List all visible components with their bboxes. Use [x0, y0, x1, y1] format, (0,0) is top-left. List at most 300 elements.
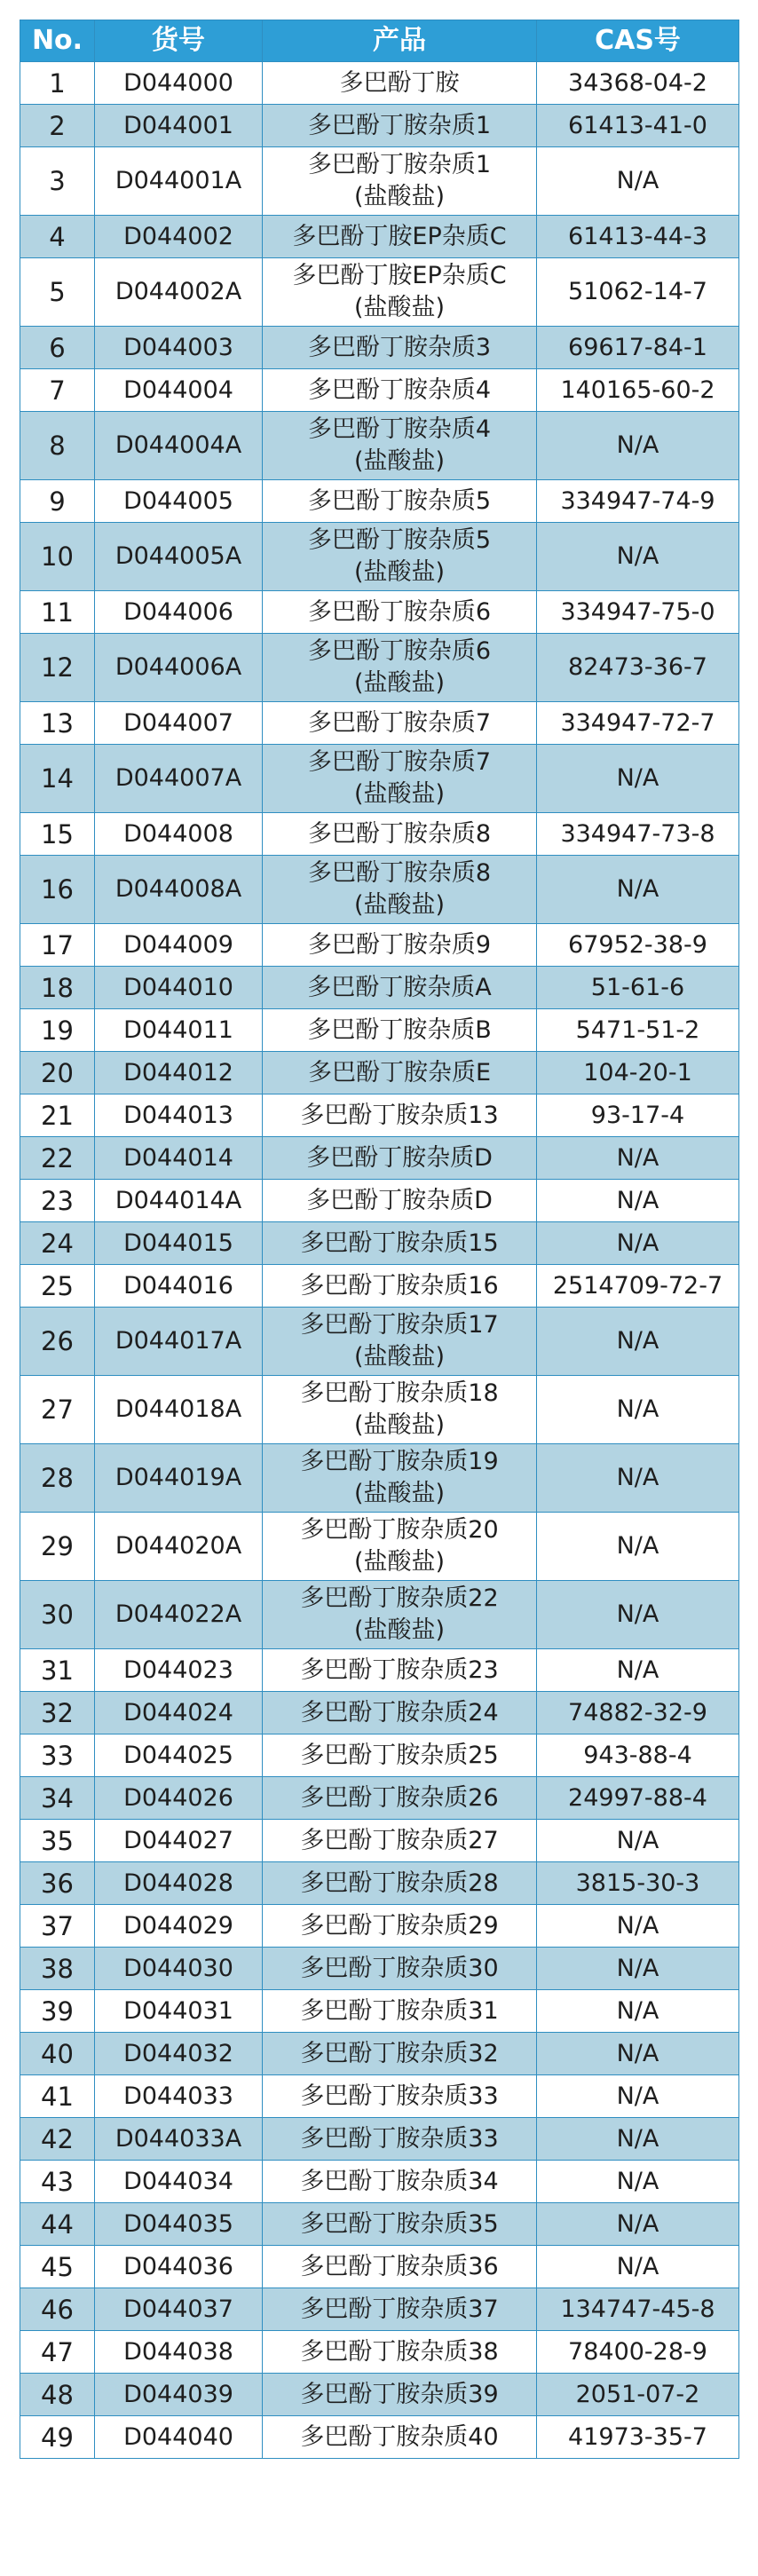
product-name — [263, 1009, 537, 1052]
table-row — [20, 1990, 739, 2033]
product-code: D044038 — [95, 2331, 263, 2374]
product-name — [263, 216, 537, 258]
table-row — [20, 147, 739, 216]
product-name-line: 多巴酚丁胺EP杂质C — [292, 262, 507, 289]
table-row — [20, 62, 739, 105]
cas-number: N/A — [537, 1376, 739, 1444]
product-name — [263, 1649, 537, 1692]
product-name — [263, 1581, 537, 1649]
product-code: D044014 — [95, 1137, 263, 1180]
table-row — [20, 1180, 739, 1222]
row-number: 28 — [20, 1444, 95, 1513]
product-name-line: 多巴酚丁胺杂质31 — [300, 1996, 499, 2025]
row-number: 43 — [20, 2161, 95, 2203]
cas-number: N/A — [537, 147, 739, 216]
product-name — [263, 1692, 537, 1734]
table-row — [20, 2288, 739, 2331]
product-salt-form: (盐酸盐) — [353, 891, 446, 919]
column-header-code: 货号 — [95, 20, 263, 62]
product-code: D044018A — [95, 1376, 263, 1444]
row-number: 31 — [20, 1649, 95, 1692]
product-name — [263, 2203, 537, 2246]
row-number: 23 — [20, 1180, 95, 1222]
product-code: D044002A — [95, 258, 263, 327]
product-name-line: 多巴酚丁胺杂质A — [307, 973, 492, 1001]
table-row — [20, 745, 739, 813]
cas-number: 3815-30-3 — [537, 1862, 739, 1905]
product-name — [263, 2331, 537, 2374]
row-number: 38 — [20, 1948, 95, 1990]
product-name — [263, 2075, 537, 2118]
product-name — [263, 967, 537, 1009]
product-name — [263, 1376, 537, 1444]
product-name-line: 多巴酚丁胺杂质6 — [307, 637, 492, 665]
cas-number: N/A — [537, 856, 739, 924]
table-header — [20, 20, 739, 62]
cas-number: N/A — [537, 1649, 739, 1692]
table-body — [20, 62, 739, 2459]
row-number: 15 — [20, 813, 95, 856]
table-row — [20, 591, 739, 634]
product-code: D044040 — [95, 2416, 263, 2459]
row-number: 21 — [20, 1094, 95, 1137]
product-name-line: 多巴酚丁胺杂质19 — [300, 1448, 499, 1475]
product-code: D044005A — [95, 523, 263, 591]
cas-number: N/A — [537, 2203, 739, 2246]
product-name — [263, 147, 537, 216]
product-name-line: 多巴酚丁胺杂质6 — [307, 597, 492, 626]
row-number: 9 — [20, 480, 95, 523]
product-name-line: 多巴酚丁胺杂质16 — [300, 1271, 499, 1300]
product-name-line: 多巴酚丁胺杂质D — [306, 1143, 493, 1172]
row-number: 41 — [20, 2075, 95, 2118]
product-name-line: 多巴酚丁胺杂质7 — [307, 748, 492, 776]
product-name-line: 多巴酚丁胺杂质38 — [300, 2337, 499, 2366]
product-name-line: 多巴酚丁胺杂质30 — [300, 1954, 499, 1982]
cas-number: N/A — [537, 2075, 739, 2118]
table-row — [20, 480, 739, 523]
product-name-line: 多巴酚丁胺杂质22 — [300, 1584, 499, 1612]
product-name — [263, 1905, 537, 1948]
product-code: D044037 — [95, 2288, 263, 2331]
product-name — [263, 327, 537, 369]
product-code: D044028 — [95, 1862, 263, 1905]
product-name — [263, 523, 537, 591]
table-row — [20, 1376, 739, 1444]
row-number: 3 — [20, 147, 95, 216]
cas-number: 51062-14-7 — [537, 258, 739, 327]
product-name-line: 多巴酚丁胺杂质E — [307, 1058, 492, 1087]
table-row — [20, 1692, 739, 1734]
product-code: D044010 — [95, 967, 263, 1009]
table-row — [20, 1820, 739, 1862]
product-salt-form: (盐酸盐) — [353, 183, 446, 210]
product-name-line: 多巴酚丁胺杂质33 — [300, 2124, 499, 2153]
row-number: 14 — [20, 745, 95, 813]
product-salt-form: (盐酸盐) — [353, 1411, 446, 1439]
table-row — [20, 1948, 739, 1990]
row-number: 10 — [20, 523, 95, 591]
table-row — [20, 1052, 739, 1094]
row-number: 1 — [20, 62, 95, 105]
product-code: D044019A — [95, 1444, 263, 1513]
cas-number: N/A — [537, 523, 739, 591]
product-name-line: 多巴酚丁胺杂质1 — [307, 151, 492, 178]
cas-number: 41973-35-7 — [537, 2416, 739, 2459]
product-name-line: 多巴酚丁胺杂质25 — [300, 1741, 499, 1769]
row-number: 11 — [20, 591, 95, 634]
cas-number: N/A — [537, 2246, 739, 2288]
cas-number: 82473-36-7 — [537, 634, 739, 702]
row-number: 35 — [20, 1820, 95, 1862]
product-code: D044016 — [95, 1265, 263, 1308]
table-row — [20, 412, 739, 480]
product-name-line: 多巴酚丁胺杂质13 — [300, 1101, 499, 1129]
product-code: D044033 — [95, 2075, 263, 2118]
cas-number: 74882-32-9 — [537, 1692, 739, 1734]
product-name-line: 多巴酚丁胺杂质B — [307, 1015, 492, 1044]
table-row — [20, 523, 739, 591]
product-code: D044006A — [95, 634, 263, 702]
table-row — [20, 105, 739, 147]
product-name — [263, 1513, 537, 1581]
product-name — [263, 1777, 537, 1820]
product-name-line: 多巴酚丁胺杂质28 — [300, 1869, 499, 1897]
row-number: 26 — [20, 1308, 95, 1376]
product-code: D044006 — [95, 591, 263, 634]
product-code: D044020A — [95, 1513, 263, 1581]
product-name-line: 多巴酚丁胺杂质23 — [300, 1655, 499, 1684]
row-number: 4 — [20, 216, 95, 258]
cas-number: N/A — [537, 745, 739, 813]
row-number: 49 — [20, 2416, 95, 2459]
table-row — [20, 1581, 739, 1649]
product-salt-form: (盐酸盐) — [353, 558, 446, 586]
table-row — [20, 813, 739, 856]
cas-number: N/A — [537, 2118, 739, 2161]
product-name — [263, 745, 537, 813]
cas-number: 334947-74-9 — [537, 480, 739, 523]
table-row — [20, 2203, 739, 2246]
table-row — [20, 2161, 739, 2203]
row-number: 13 — [20, 702, 95, 745]
product-code: D044034 — [95, 2161, 263, 2203]
cas-number: N/A — [537, 2161, 739, 2203]
product-code: D044011 — [95, 1009, 263, 1052]
cas-number: 334947-75-0 — [537, 591, 739, 634]
row-number: 46 — [20, 2288, 95, 2331]
cas-number: N/A — [537, 1581, 739, 1649]
row-number: 20 — [20, 1052, 95, 1094]
table-row — [20, 924, 739, 967]
product-code: D044008 — [95, 813, 263, 856]
table-row — [20, 967, 739, 1009]
cas-number: 943-88-4 — [537, 1734, 739, 1777]
product-name — [263, 1094, 537, 1137]
table-row — [20, 856, 739, 924]
product-code: D044007 — [95, 702, 263, 745]
row-number: 33 — [20, 1734, 95, 1777]
product-name — [263, 369, 537, 412]
row-number: 39 — [20, 1990, 95, 2033]
product-name-line: 多巴酚丁胺杂质40 — [300, 2422, 499, 2451]
row-number: 45 — [20, 2246, 95, 2288]
product-salt-form: (盐酸盐) — [353, 294, 446, 321]
product-code: D044008A — [95, 856, 263, 924]
table-row — [20, 1905, 739, 1948]
product-name — [263, 2118, 537, 2161]
product-code: D044014A — [95, 1180, 263, 1222]
row-number: 6 — [20, 327, 95, 369]
product-name-line: 多巴酚丁胺EP杂质C — [292, 222, 507, 250]
cas-number: 334947-72-7 — [537, 702, 739, 745]
product-code: D044004A — [95, 412, 263, 480]
product-code: D044003 — [95, 327, 263, 369]
product-code: D044029 — [95, 1905, 263, 1948]
product-name — [263, 2416, 537, 2459]
product-code: D044001 — [95, 105, 263, 147]
product-salt-form: (盐酸盐) — [353, 1548, 446, 1576]
product-name — [263, 1137, 537, 1180]
row-number: 22 — [20, 1137, 95, 1180]
product-name — [263, 702, 537, 745]
table-row — [20, 2246, 739, 2288]
product-name — [263, 1052, 537, 1094]
product-name — [263, 1948, 537, 1990]
cas-number: 69617-84-1 — [537, 327, 739, 369]
cas-number: N/A — [537, 1444, 739, 1513]
product-name-line: 多巴酚丁胺 — [339, 68, 460, 97]
product-name — [263, 591, 537, 634]
table-row — [20, 1862, 739, 1905]
table-row — [20, 1009, 739, 1052]
header-row — [20, 20, 739, 62]
cas-number: N/A — [537, 1308, 739, 1376]
product-salt-form: (盐酸盐) — [353, 1480, 446, 1507]
product-salt-form: (盐酸盐) — [353, 1616, 446, 1644]
product-code: D044022A — [95, 1581, 263, 1649]
product-name-line: 多巴酚丁胺杂质27 — [300, 1826, 499, 1854]
product-code: D044012 — [95, 1052, 263, 1094]
product-code: D044024 — [95, 1692, 263, 1734]
product-name — [263, 480, 537, 523]
product-code: D044013 — [95, 1094, 263, 1137]
product-table — [20, 20, 739, 2459]
row-number: 29 — [20, 1513, 95, 1581]
cas-number: 2514709-72-7 — [537, 1265, 739, 1308]
product-code: D044009 — [95, 924, 263, 967]
table-row — [20, 1265, 739, 1308]
row-number: 40 — [20, 2033, 95, 2075]
column-header-cas: CAS号 — [537, 20, 739, 62]
row-number: 19 — [20, 1009, 95, 1052]
product-name-line: 多巴酚丁胺杂质8 — [307, 859, 492, 887]
product-name — [263, 856, 537, 924]
product-name — [263, 2374, 537, 2416]
cas-number: N/A — [537, 412, 739, 480]
cas-number: 334947-73-8 — [537, 813, 739, 856]
product-code: D044015 — [95, 1222, 263, 1265]
cas-number: N/A — [537, 1990, 739, 2033]
product-salt-form: (盐酸盐) — [353, 447, 446, 475]
product-name — [263, 1222, 537, 1265]
product-code: D044030 — [95, 1948, 263, 1990]
product-name-line: 多巴酚丁胺杂质7 — [307, 708, 492, 737]
table-row — [20, 702, 739, 745]
product-name — [263, 1180, 537, 1222]
product-name — [263, 1820, 537, 1862]
product-name — [263, 1308, 537, 1376]
product-name — [263, 924, 537, 967]
cas-number: N/A — [537, 1948, 739, 1990]
row-number: 8 — [20, 412, 95, 480]
table-row — [20, 1137, 739, 1180]
cas-number: 61413-41-0 — [537, 105, 739, 147]
row-number: 12 — [20, 634, 95, 702]
cas-number: 140165-60-2 — [537, 369, 739, 412]
product-name-line: 多巴酚丁胺杂质24 — [300, 1698, 499, 1727]
row-number: 5 — [20, 258, 95, 327]
product-name — [263, 258, 537, 327]
product-code: D044036 — [95, 2246, 263, 2288]
product-code: D044004 — [95, 369, 263, 412]
table-row — [20, 1444, 739, 1513]
cas-number: 24997-88-4 — [537, 1777, 739, 1820]
product-name — [263, 2288, 537, 2331]
column-header-product: 产品 — [263, 20, 537, 62]
product-code: D044031 — [95, 1990, 263, 2033]
product-code: D044002 — [95, 216, 263, 258]
product-name-line: 多巴酚丁胺杂质17 — [300, 1311, 499, 1339]
row-number: 48 — [20, 2374, 95, 2416]
product-code: D044027 — [95, 1820, 263, 1862]
product-salt-form: (盐酸盐) — [353, 1343, 446, 1371]
product-code: D044017A — [95, 1308, 263, 1376]
product-name — [263, 412, 537, 480]
table-row — [20, 1734, 739, 1777]
table-row — [20, 634, 739, 702]
cas-number: 34368-04-2 — [537, 62, 739, 105]
row-number: 17 — [20, 924, 95, 967]
cas-number: N/A — [537, 1905, 739, 1948]
product-name-line: 多巴酚丁胺杂质34 — [300, 2167, 499, 2195]
product-code: D044005 — [95, 480, 263, 523]
row-number: 27 — [20, 1376, 95, 1444]
product-name-line: 多巴酚丁胺杂质3 — [307, 333, 492, 361]
product-code: D044001A — [95, 147, 263, 216]
table-row — [20, 1649, 739, 1692]
product-name-line: 多巴酚丁胺杂质35 — [300, 2209, 499, 2238]
row-number: 34 — [20, 1777, 95, 1820]
product-code: D044026 — [95, 1777, 263, 1820]
table-row — [20, 1308, 739, 1376]
product-name-line: 多巴酚丁胺杂质26 — [300, 1783, 499, 1812]
row-number: 24 — [20, 1222, 95, 1265]
table-row — [20, 2416, 739, 2459]
product-name-line: 多巴酚丁胺杂质32 — [300, 2039, 499, 2067]
cas-number: 134747-45-8 — [537, 2288, 739, 2331]
table-row — [20, 1094, 739, 1137]
table-row — [20, 258, 739, 327]
column-header-no: No. — [20, 20, 95, 62]
product-name-line: 多巴酚丁胺杂质36 — [300, 2252, 499, 2280]
product-name-line: 多巴酚丁胺杂质18 — [300, 1379, 499, 1407]
row-number: 16 — [20, 856, 95, 924]
product-code: D044032 — [95, 2033, 263, 2075]
cas-number: N/A — [537, 1137, 739, 1180]
row-number: 32 — [20, 1692, 95, 1734]
table-row — [20, 2331, 739, 2374]
table-row — [20, 2075, 739, 2118]
cas-number: 51-61-6 — [537, 967, 739, 1009]
product-code: D044000 — [95, 62, 263, 105]
product-name — [263, 2161, 537, 2203]
row-number: 25 — [20, 1265, 95, 1308]
row-number: 47 — [20, 2331, 95, 2374]
table-row — [20, 2374, 739, 2416]
product-name-line: 多巴酚丁胺杂质20 — [300, 1516, 499, 1544]
cas-number: 78400-28-9 — [537, 2331, 739, 2374]
cas-number: 93-17-4 — [537, 1094, 739, 1137]
product-name-line: 多巴酚丁胺杂质5 — [307, 526, 492, 554]
table-row — [20, 1222, 739, 1265]
cas-number: N/A — [537, 1180, 739, 1222]
cas-number: N/A — [537, 1513, 739, 1581]
product-name-line: 多巴酚丁胺杂质15 — [300, 1229, 499, 1257]
product-name-line: 多巴酚丁胺杂质D — [306, 1186, 493, 1214]
product-name — [263, 105, 537, 147]
product-code: D044039 — [95, 2374, 263, 2416]
product-name — [263, 1862, 537, 1905]
product-name — [263, 62, 537, 105]
product-name — [263, 634, 537, 702]
cas-number: 5471-51-2 — [537, 1009, 739, 1052]
product-name-line: 多巴酚丁胺杂质33 — [300, 2082, 499, 2110]
product-code: D044007A — [95, 745, 263, 813]
product-name — [263, 1734, 537, 1777]
cas-number: 104-20-1 — [537, 1052, 739, 1094]
product-code: D044035 — [95, 2203, 263, 2246]
cas-number: N/A — [537, 1820, 739, 1862]
product-name-line: 多巴酚丁胺杂质9 — [307, 930, 492, 959]
row-number: 36 — [20, 1862, 95, 1905]
table-row — [20, 369, 739, 412]
row-number: 42 — [20, 2118, 95, 2161]
product-name-line: 多巴酚丁胺杂质1 — [307, 111, 492, 139]
product-code: D044033A — [95, 2118, 263, 2161]
product-name — [263, 2033, 537, 2075]
table-row — [20, 1513, 739, 1581]
table-row — [20, 327, 739, 369]
product-name-line: 多巴酚丁胺杂质37 — [300, 2295, 499, 2323]
product-name-line: 多巴酚丁胺杂质4 — [307, 415, 492, 443]
product-salt-form: (盐酸盐) — [353, 780, 446, 808]
product-name — [263, 813, 537, 856]
product-salt-form: (盐酸盐) — [353, 669, 446, 697]
table-row — [20, 2118, 739, 2161]
product-name — [263, 2246, 537, 2288]
table-row — [20, 1777, 739, 1820]
product-name-line: 多巴酚丁胺杂质4 — [307, 375, 492, 404]
row-number: 44 — [20, 2203, 95, 2246]
product-name-line: 多巴酚丁胺杂质29 — [300, 1911, 499, 1940]
product-name — [263, 1444, 537, 1513]
row-number: 2 — [20, 105, 95, 147]
cas-number: N/A — [537, 2033, 739, 2075]
product-code: D044025 — [95, 1734, 263, 1777]
table-row — [20, 2033, 739, 2075]
table-row — [20, 216, 739, 258]
